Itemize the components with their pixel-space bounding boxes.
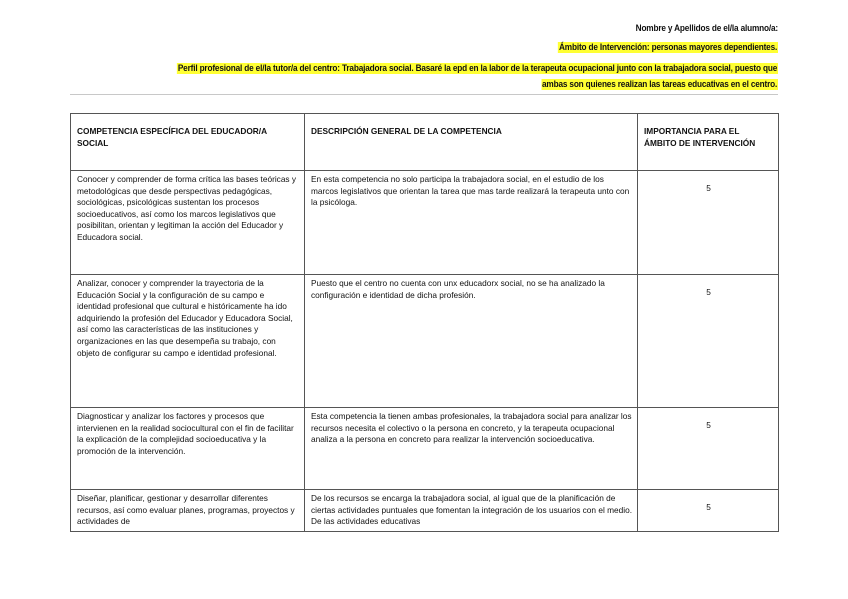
importancia-cell: 5 <box>638 171 779 275</box>
competencia-cell <box>71 490 305 532</box>
header-descripcion: DESCRIPCIÓN GENERAL DE LA COMPETENCIA <box>305 114 638 171</box>
importancia-cell: 5 <box>638 275 779 408</box>
perfil-line-1 <box>177 62 778 75</box>
importancia-cell: 5 <box>638 490 779 532</box>
header-competencia: COMPETENCIA ESPECÍFICA DEL EDUCADOR/A SOCIAL <box>71 114 305 171</box>
descripcion-cell <box>305 490 638 532</box>
table-row <box>71 490 779 532</box>
header-importancia: IMPORTANCIA PARA EL ÁMBITO DE INTERVENCIÓN <box>638 114 779 171</box>
table-row <box>71 171 779 275</box>
ambito-line <box>558 41 778 54</box>
perfil-line-2 <box>541 78 778 91</box>
competencia-cell: Diagnosticar y analizar los factores y procesos que intervienen en la realidad sociocultural con el fin de facilitar la explicación de la complejidad socioeducativa y la promoción de la intervención. <box>71 408 305 490</box>
table-row <box>71 408 779 490</box>
competencia-text: Diseñar, planificar, gestionar y desarrollar diferentes recursos, así como evaluar planes, programas, proyectos y actividades de <box>77 493 295 527</box>
descripcion-cell: Puesto que el centro no cuenta con unx educadorx social, no se ha analizado la configuración e identidad de dicha profesión. <box>305 275 638 408</box>
competencia-cell: Conocer y comprender de forma crítica las bases teóricas y metodológicas que desde perspectivas pedagógicas, sociológicas, psicológicas sustentan los procesos socioeducativos, así como los marcos legislativos que posibilitan, orientan y legitiman la acción del Educador y Educadora social. <box>71 171 305 275</box>
competencia-cell: Analizar, conocer y comprender la trayectoria de la Educación Social y la configuración de su campo e identidad profesional que cultural e históricamente ha ido adquiriendo la profesión del Educador y Educadora Social, así como las características de las instituciones y organizaciones en las que desempeña su trabajo, con objeto de configurar su campo e identidad profesional. <box>71 275 305 408</box>
descripcion-cell: Esta competencia la tienen ambas profesionales, la trabajadora social para analizar los recursos necesita el colectivo o la persona en concreto, y la terapeuta ocupacional analiza a la persona en concreto para realizar la intervención socioeducativa. <box>305 408 638 490</box>
importancia-cell: 5 <box>638 408 779 490</box>
perfil-highlight-1: Perfil profesional de el/la tutor/a del centro: Trabajadora social. Basaré la epd en la labor de la terapeuta ocupacional junto con la trabajadora social, puesto que <box>177 63 778 74</box>
table-header-row <box>71 114 779 171</box>
table-row <box>71 275 779 408</box>
ambito-highlight: Ámbito de Intervención: personas mayores dependientes. <box>559 42 778 53</box>
perfil-highlight-2: ambas son quienes realizan las tareas educativas en el centro. <box>541 79 778 90</box>
descripcion-cell: En esta competencia no solo participa la trabajadora social, en el estudio de los marcos legislativos que orientan la tarea que mas tarde realizará la terapeuta unto con la psicóloga. <box>305 171 638 275</box>
descripcion-text: De los recursos se encarga la trabajadora social, al igual que de la planificación de ciertas actividades puntuales que fomentan la integración de los usuarios con el medio. De las actividades educativas <box>311 493 632 527</box>
competencias-table <box>70 113 779 532</box>
student-name-line: Nombre y Apellidos de el/la alumno/a: <box>635 23 778 34</box>
header-divider <box>70 94 778 95</box>
